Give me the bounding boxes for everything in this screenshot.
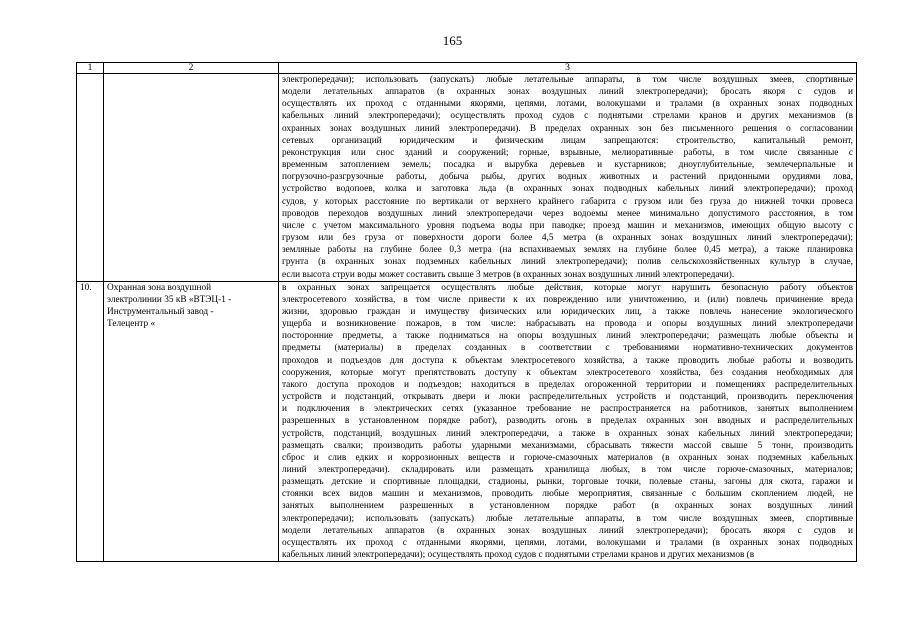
text-line: Телецентр « <box>107 319 156 330</box>
text-line: разрешенных в установленном порядке работ), разводить огонь в пределах охранных зон вводных и распределительных <box>282 416 853 427</box>
text-line: ущерба и возникновение пожаров, в том числе: набрасывать на провода и опоры воздушных линий электропередачи <box>282 319 853 330</box>
header-col-1: 1 <box>77 63 104 74</box>
text-line: устройство водопоев, колка и заготовка льда (в охранных зонах подводных кабельных линий электропередачи); проход <box>282 184 853 195</box>
text-line: и подключения в электрических сетях (указанное требование не распространяется на работников, занятых выполнением <box>282 404 853 415</box>
text-line: земляные работы на глубине более 0,3 метра (на вспахиваемых землях на глубине более 0,45 метра), а также планировка <box>282 245 853 256</box>
text-line: в охранных зонах запрещается осуществлять любые действия, которые могут нарушить безопасную работу объектов <box>282 282 853 293</box>
text-line: сооружения, которые могут препятствовать доступу к объектам электросетевого хозяйства, без создания необходимых для <box>282 367 853 378</box>
text-line: модели летательных аппаратов (в охранных зонах воздушных линий электропередачи); бросать якоря с судов и <box>282 525 853 536</box>
text-line: осуществлять их проход с отданными якорями, цепями, лотами, волокушами и тралами (в охранных зонах подводных <box>282 99 853 110</box>
page-number: 165 <box>442 33 463 48</box>
table-row <box>77 74 857 282</box>
restrictions-cell <box>279 74 857 282</box>
text-line: осуществлять их проход с отданными якорями, цепями, лотами, волокушами и тралами (в охранных зонах подводных <box>282 537 853 548</box>
row-number-cell <box>77 74 104 282</box>
text-line: проходов и подъездов для доступа к объектам электросетевого хозяйства, а также проводить любые работы и возводить <box>282 355 853 366</box>
text-line: кабельных линий электропередачи); осуществлять проход судов с поднятыми стрелами кранов и других механизмов (в <box>282 111 853 122</box>
text-line: линий электропередачи). складировать или размещать хранилища любых, в том числе горюче-смазочных, материалов; <box>282 465 853 475</box>
text-line: электропередачи); использовать (запускать) любые летательные аппараты, в том числе воздушных змеев, спортивные <box>282 75 853 85</box>
text-line: модели летательных аппаратов (в охранных зонах воздушных линий электропередачи); бросать якоря с судов и <box>282 87 853 98</box>
table-header-row <box>77 63 857 74</box>
table-row <box>77 281 857 562</box>
text-line: грунта (в охранных зонах подземных кабельных линий электропередачи); полив сельскохозяйственных культур в случае, <box>282 257 853 268</box>
zone-name-cell <box>104 281 279 562</box>
text-line: Охранная зона воздушной <box>107 282 212 293</box>
row-number-cell: 10. <box>77 281 104 562</box>
header-col-3: 3 <box>279 63 857 74</box>
text-line: кабельных линий электропередачи); осуществлять проход судов с поднятыми стрелами кранов и других механизмов (в <box>282 550 755 561</box>
text-line: электролинии 35 кВ «ВТЭЦ-1 - <box>107 294 232 305</box>
text-line: грузом или без груза от поверхности дороги более 4,5 метра (в охранных зонах воздушных линий электропередачи); <box>282 233 853 244</box>
restrictions-cell <box>279 281 857 562</box>
text-line: предметы (материалы) в пределах созданных в соответствии с требованиями нормативно-технических документов <box>282 343 853 354</box>
text-line: электропередачи); использовать (запускать) любые летательные аппараты, в том числе воздушных змеев, спортивные <box>282 513 853 524</box>
text-line: устройств и подстанций, открывать двери и люки распределительных устройств и подстанций, производить переключения <box>282 392 853 403</box>
text-line: числе с учетом максимального уровня подъема воды при паводке; проезд машин и механизмов, имеющих общую высоту с <box>282 220 853 231</box>
text-line: размещать свалки; производить работы ударными механизмами, сбрасывать тяжести массой свыше 5 тонн, производить <box>282 440 853 451</box>
text-line: посторонние предметы, а также подниматься на опоры воздушных линий электропередачи; размещать любые объекты и <box>282 331 853 342</box>
text-line: охранных зонах воздушных линий электропередачи). В пределах охранных зон без письменного решения о согласовании <box>282 123 853 134</box>
header-col-2: 2 <box>104 63 279 74</box>
text-line: стоянки всех видов машин и механизмов, проводить любые мероприятия, связанные с большим скоплением людей, не <box>282 489 853 500</box>
text-line: погрузочно-разгрузочные работы, добыча рыбы, других водных животных и растений придонными орудиями лова, <box>282 172 853 183</box>
text-line: Инструментальный завод - <box>107 306 214 317</box>
zone-name-cell <box>104 74 279 282</box>
text-line: временным затоплением земель; посадка и вырубка деревьев и кустарников; дноуглубительные, землечерпальные и <box>282 160 853 171</box>
text-line: устройств, подстанций, воздушных линий электропередачи, а также в охранных зонах кабельных линий электропередачи; <box>282 428 853 439</box>
text-line: электросетевого хозяйства, в том числе привести к их повреждению или уничтожению, и (или) повлечь причинение вреда <box>282 294 853 305</box>
text-line: если высота струи воды может составить свыше 3 метров (в охранных зонах воздушных линий электропередачи). <box>282 269 735 280</box>
text-line: проводов переходов воздушных линий электропередачи через водоемы менее минимально допустимого расстояния, в том <box>282 208 853 219</box>
text-line: сброс и слив едких и коррозионных веществ и горюче-смазочных материалов (в охранных зонах подземных кабельных <box>282 452 853 463</box>
text-line: сетевых организаций юридическим и физическим лицам запрещаются: строительство, капитальный ремонт, <box>282 135 853 146</box>
text-line: судов, у которых расстояние по вертикали от верхнего крайнего габарита с грузом или без груза до нижней точки провеса <box>282 196 853 207</box>
restrictions-table <box>76 62 857 562</box>
text-line: размещать детские и спортивные площадки, стадионы, рынки, торговые точки, полевые станы, загоны для скота, гаражи и <box>282 477 853 488</box>
text-line: реконструкция или снос зданий и сооружений; горные, взрывные, мелиоративные работы, в том числе связанные с <box>282 147 853 158</box>
text-line: такого доступа проходов и подъездов; находиться в пределах огороженной территории и помещениях распределительных <box>282 379 853 390</box>
text-line: жизни, здоровью граждан и имуществу физических или юридических лиц, а также повлечь нанесение экологического <box>282 306 853 317</box>
text-line: занятых выполнением разрешенных в установленном порядке работ (в охранных зонах воздушных линий <box>282 501 853 512</box>
